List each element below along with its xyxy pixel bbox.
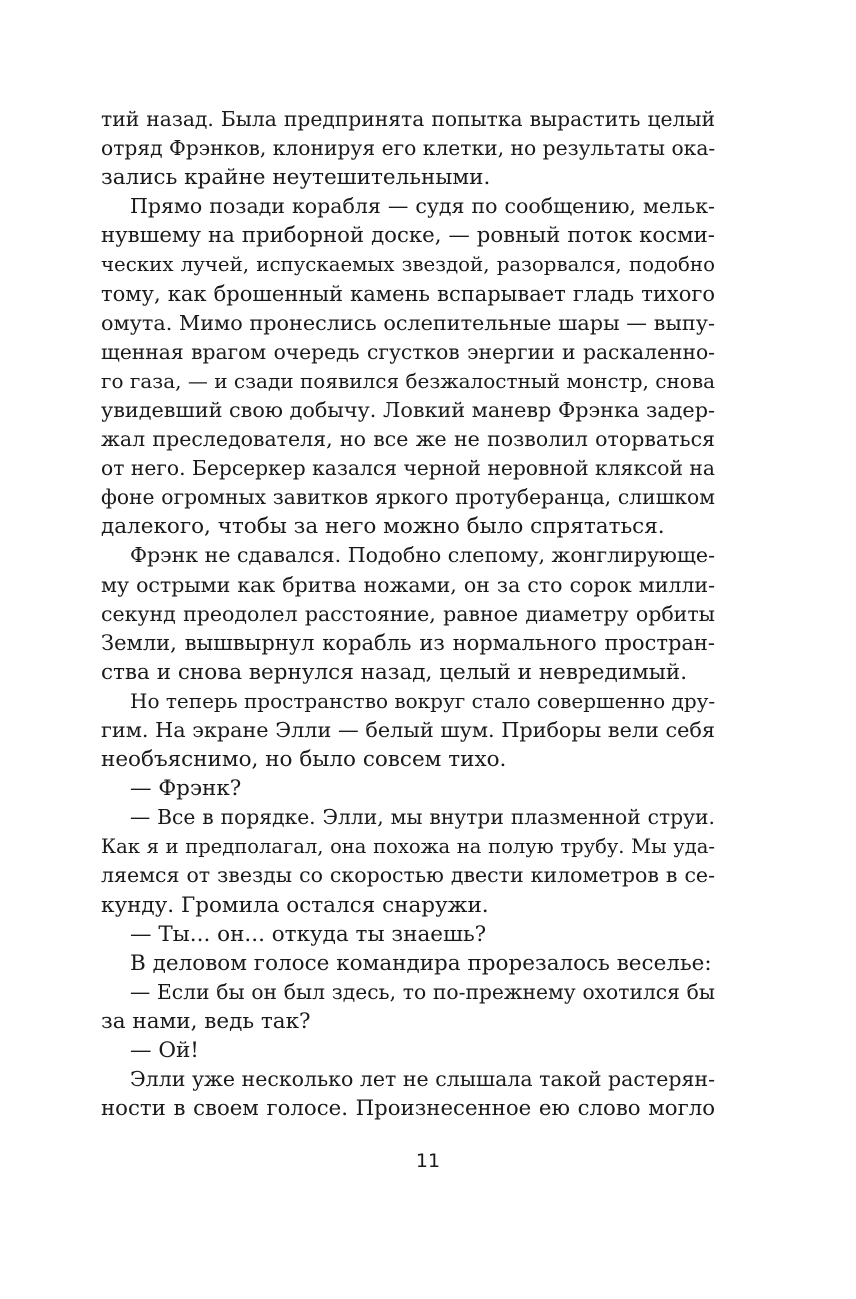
text-line: ства и снова вернулся назад, целый и невредимый. (101, 659, 688, 685)
text-line: увидевший свою добычу. Ловкий маневр Фрэнка задер- (101, 397, 715, 422)
text-line: — Фрэнк? (130, 776, 242, 802)
text-line: отряд Фрэнков, клонируя его клетки, но результаты ока- (101, 136, 716, 161)
text-line: — Все в порядке. Элли, мы внутри плазменной струи. (130, 805, 715, 830)
text-line: тий назад. Была предпринята попытка вырастить целый (101, 107, 715, 131)
text-line: щенная врагом очередь сгустков энергии и раскаленно- (101, 339, 715, 364)
text-line: нувшему на приборной доске, — ровный поток косми- (101, 223, 715, 249)
text-line: Фрэнк не сдавался. Подобно слепому, жонглирующе- (130, 543, 715, 568)
text-line: му острыми как бритва ножами, он за сто сорок милли- (101, 572, 715, 597)
text-line: ляемся от звезды со скоростью двести километров в се- (101, 863, 715, 888)
text-line: необъяснимо, но было совсем тихо. (101, 747, 507, 773)
text-line: Элли уже несколько лет не слышала такой растерян- (130, 1067, 715, 1092)
text-line: тому, как брошенный камень вспарывает гладь тихого (101, 281, 715, 306)
text-line: Как я и предполагал, она похожа на полую трубу. Мы уда- (101, 835, 715, 859)
text-line: — Ой! (130, 1038, 199, 1063)
text-line: В деловом голосе командира прорезалось веселье: (130, 950, 712, 976)
text-line: за нами, ведь так? (101, 1008, 311, 1034)
text-line: кунду. Громила остался снаружи. (101, 892, 489, 918)
text-line: го газа, — и сзади появился безжалостный монстр, снова (101, 368, 715, 393)
text-line: ческих лучей, испускаемых звездой, разорвался, подобно (101, 253, 715, 277)
text-line: омута. Мимо пронеслись ослепительные шары — выпу- (101, 310, 715, 335)
text-line: от него. Берсеркер казался черной неровной кляксой на (101, 456, 716, 481)
text-line: жал преследователя, но все же не позволил оторваться (101, 427, 715, 452)
page-number: 11 (415, 1150, 441, 1172)
text-line: секунд преодолел расстояние, равное диаметру орбиты (101, 601, 715, 626)
text-line: — Если бы он был здесь, то по-прежнему охотился бы (130, 979, 715, 1004)
text-line: фоне огромных завитков яркого протуберанца, слишком (101, 485, 715, 510)
text-line: далекого, чтобы за него можно было спрятаться. (101, 514, 665, 540)
body-text (101, 105, 715, 1123)
text-line: ности в своем голосе. Произнесенное ею слово могло (101, 1096, 715, 1122)
text-line: Земли, вышвырнул корабль из нормального простран- (101, 630, 715, 655)
text-line: Прямо позади корабля — судя по сообщению, мельк- (130, 194, 715, 219)
text-line: гим. На экране Элли — белый шум. Приборы вели себя (101, 717, 715, 742)
text-line: — Ты... он... откуда ты знаешь? (130, 921, 487, 947)
text-line: Но теперь пространство вокруг стало совершенно дру- (130, 688, 716, 713)
text-line: зались крайне неутешительными. (101, 165, 491, 191)
